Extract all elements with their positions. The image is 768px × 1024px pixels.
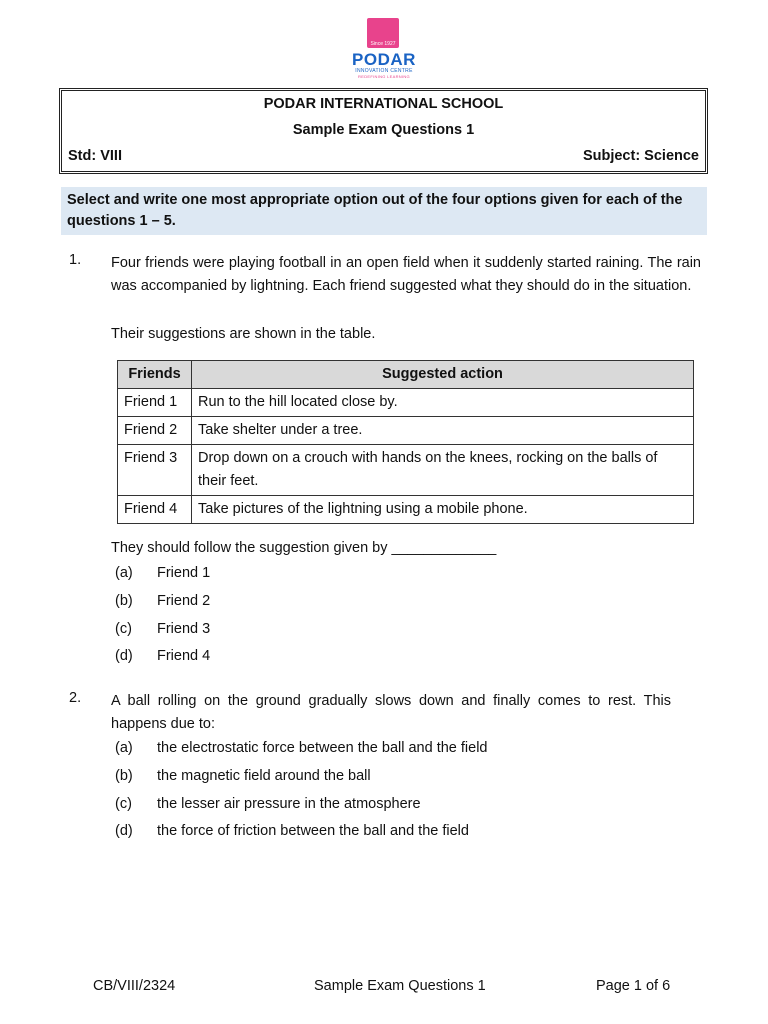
q1-number: 1. — [69, 252, 82, 268]
q1-option-c: Friend 3 — [157, 621, 211, 637]
q1-option-a: Friend 1 — [157, 565, 211, 581]
q2-number: 2. — [69, 690, 82, 706]
q1-option-d-letter: (d) — [115, 648, 133, 664]
logo-line2: REDEFINING LEARNING — [358, 74, 410, 79]
q1-prompt: They should follow the suggestion given by _____________ — [111, 540, 497, 556]
table-row — [118, 389, 694, 417]
std-label: Std: VIII — [68, 148, 122, 164]
suggestions-table — [117, 360, 694, 524]
table-row — [118, 417, 694, 445]
subject-label: Subject: Science — [582, 148, 699, 164]
exam-header — [59, 88, 708, 174]
logo-since: Since 1927 — [370, 41, 396, 47]
podar-logo — [343, 14, 425, 78]
q2-option-a: the electrostatic force between the ball and the field — [157, 740, 488, 756]
q2-option-b-letter: (b) — [115, 768, 133, 784]
instructions-banner: Select and write one most appropriate option out of the four options given for each of the questions 1 – 5. — [61, 187, 707, 235]
q1-option-d: Friend 4 — [157, 648, 211, 664]
q2-option-b: the magnetic field around the ball — [157, 768, 371, 784]
q1-lead: Their suggestions are shown in the table. — [111, 326, 376, 342]
table-cell-friend: Friend 4 — [118, 496, 192, 524]
q2-option-c: the lesser air pressure in the atmosphere — [157, 796, 421, 812]
table-row — [118, 496, 694, 524]
footer-code: CB/VIII/2324 — [93, 978, 176, 994]
q2-option-a-letter: (a) — [115, 740, 133, 756]
table-header-action: Suggested action — [192, 361, 694, 389]
q1-option-c-letter: (c) — [115, 621, 132, 637]
q1-option-a-letter: (a) — [115, 565, 133, 581]
footer-page-number: Page 1 of 6 — [596, 978, 671, 994]
table-cell-action: Take shelter under a tree. — [192, 417, 694, 445]
q2-text: A ball rolling on the ground gradually slows down and finally comes to rest. This happens due to: — [111, 693, 671, 732]
q2-option-d: the force of friction between the ball and the field — [157, 823, 469, 839]
q1-option-b: Friend 2 — [157, 593, 211, 609]
table-cell-action: Drop down on a crouch with hands on the knees, rocking on the balls of their feet. — [192, 445, 694, 496]
table-cell-action: Run to the hill located close by. — [192, 389, 694, 417]
table-header-row — [118, 361, 694, 389]
q2-option-d-letter: (d) — [115, 823, 133, 839]
table-cell-action: Take pictures of the lightning using a mobile phone. — [192, 496, 694, 524]
q1-text: Four friends were playing football in an open field when it suddenly started raining. The rain was accompanied by lightning. Each friend suggested what they should do in the situation. — [111, 255, 701, 294]
q2-option-c-letter: (c) — [115, 796, 132, 812]
exam-title: Sample Exam Questions 1 — [292, 122, 475, 138]
q1-option-b-letter: (b) — [115, 593, 133, 609]
footer-title: Sample Exam Questions 1 — [314, 978, 486, 994]
table-cell-friend: Friend 1 — [118, 389, 192, 417]
logo-line1: INNOVATION CENTRE — [355, 68, 413, 74]
table-header-friends: Friends — [118, 361, 192, 389]
table-row — [118, 445, 694, 496]
school-name: PODAR INTERNATIONAL SCHOOL — [263, 96, 504, 112]
table-cell-friend: Friend 2 — [118, 417, 192, 445]
table-cell-friend: Friend 3 — [118, 445, 192, 496]
logo-name: PODAR — [352, 50, 416, 69]
